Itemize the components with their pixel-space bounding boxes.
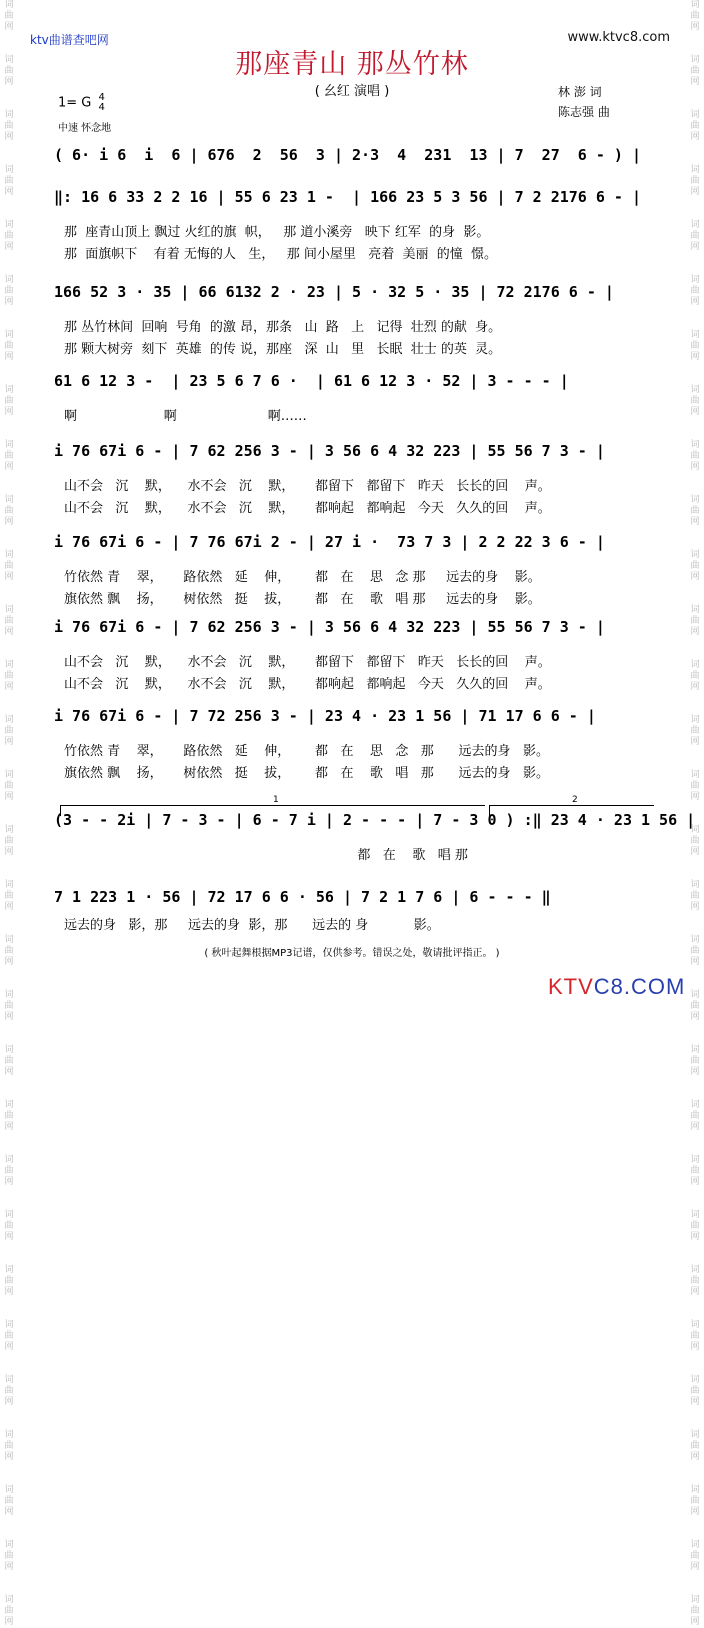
lyric-line: 远去的身 影，那 远去的身 影，那 远去的 身 影。 (64, 918, 440, 933)
lyric-line: 那 面旗帜下 有着 无悔的人 生， 那 间小屋里 亮着 美丽 的憧 憬。 (64, 247, 498, 262)
site-url: www.ktvc8.com (567, 30, 670, 45)
lyric-line: 那 座青山顶上 飘过 火红的旗 帜， 那 道小溪旁 映下 红军 的身 影。 (64, 225, 490, 240)
site-name: ktv曲谱查吧网 (30, 33, 109, 47)
notation-line: ‖: 16 6 33 2 2 16 | 55 6 23 1 - | 166 23 5 3 56 | 7 2 2176 6 - | (54, 188, 641, 206)
volta-first (60, 795, 485, 816)
notation-line: i 76 67i 6 - | 7 62 256 3 - | 3 56 6 4 32 223 | 55 56 7 3 - | (54, 618, 605, 636)
lyric-line: 山不会 沉 默， 水不会 沉 默， 都留下 都留下 昨天 长长的回 声。 (64, 479, 551, 494)
lyric-line: 山不会 沉 默， 水不会 沉 默， 都响起 都响起 今天 久久的回 声。 (64, 677, 551, 692)
lyricist: 林 澎 词 (558, 85, 602, 99)
song-title: 那座青山 那丛竹林 (235, 49, 469, 80)
notation-line: 7 1 223 1 · 56 | 72 17 6 6 · 56 | 7 2 1 7 6 | 6 - - - ‖ (54, 888, 551, 906)
watermark-left: 词 曲 网 词 曲 网 词 曲 网 词 曲 网 词 曲 网 词 曲 网 词 曲 网 词 曲 网 词 曲 网 词 曲 网 词 曲 网 词 曲 网 词 曲 网 词 曲 网 词 曲 网 词 曲 网 词 曲 网 词 曲 网 词 曲 网 词 曲 网 词 曲 网 词 曲 网 词 曲 网 词 曲 网 词 曲 网 词 曲 网 词 曲 网 词 曲 网 词 曲 网 词 曲 网 (4, 0, 14, 1627)
lyric-line: 旗依然 飘 扬， 树依然 挺 拔， 都 在 歌 唱 那 远去的身 影。 (64, 766, 549, 781)
lyric-line: 竹依然 青 翠， 路依然 延 伸， 都 在 思 念 那 远去的身 影。 (64, 744, 549, 759)
lyric-line: 旗依然 飘 扬， 树依然 挺 拔， 都 在 歌 唱 那 远去的身 影。 (64, 592, 541, 607)
lyric-line: 啊 啊 啊…… (64, 409, 307, 424)
lyric-line: 山不会 沉 默， 水不会 沉 默， 都响起 都响起 今天 久久的回 声。 (64, 501, 551, 516)
time-top: 4 (98, 92, 105, 103)
footnote: ( 秋叶起舞根据MP3记谱，仅供参考。错误之处，敬请批评指正。 ) (204, 948, 500, 959)
singer: ( 幺红 演唱 ) (314, 84, 390, 99)
time-bottom: 4 (98, 102, 105, 113)
logo-right: C8.COM (593, 974, 686, 999)
notation-line: i 76 67i 6 - | 7 72 256 3 - | 23 4 · 23 1 56 | 71 17 6 6 - | (54, 707, 596, 725)
notation-line: i 76 67i 6 - | 7 76 67i 2 - | 27 i · 73 7 3 | 2 2 22 3 6 - | (54, 533, 605, 551)
time-signature (99, 93, 105, 113)
tempo-marking: 中速 怀念地 (58, 123, 112, 134)
notation-line: i 76 67i 6 - | 7 62 256 3 - | 3 56 6 4 32 223 | 55 56 7 3 - | (54, 442, 605, 460)
notation-line: 61 6 12 3 - | 23 5 6 7 6 · | 61 6 12 3 · 52 | 3 - - - | (54, 372, 569, 390)
watermark-right: 词 曲 网 词 曲 网 词 曲 网 词 曲 网 词 曲 网 词 曲 网 词 曲 网 词 曲 网 词 曲 网 词 曲 网 词 曲 网 词 曲 网 词 曲 网 词 曲 网 词 曲 网 词 曲 网 词 曲 网 词 曲 网 词 曲 网 词 曲 网 词 曲 网 词 曲 网 词 曲 网 词 曲 网 词 曲 网 词 曲 网 词 曲 网 词 曲 网 词 曲 网 词 曲 网 (690, 0, 700, 1627)
key-signature (58, 93, 105, 113)
notation-line: ( 6· i 6 i 6 | 676 2 56 3 | 2·3 4 231 13 | 7 27 6 - ) | (54, 146, 641, 164)
logo-left: KTV (548, 974, 594, 999)
lyric-line: 都 在 歌 唱 那 (64, 848, 468, 863)
volta-second (489, 795, 654, 816)
ktvc8-logo (548, 974, 685, 1000)
notation-line: 166 52 3 · 35 | 66 6132 2 · 23 | 5 · 32 5 · 35 | 72 2176 6 - | (54, 283, 614, 301)
volta-second-label: 2 (572, 795, 578, 805)
key-tonic: 1= G (58, 95, 92, 111)
lyric-line: 山不会 沉 默， 水不会 沉 默， 都留下 都留下 昨天 长长的回 声。 (64, 655, 551, 670)
notation-line: (3 - - 2i | 7 - 3 - | 6 - 7 i | 2 - - - | 7 - 3 0 ) :‖ 23 4 · 23 1 56 | (54, 811, 696, 829)
composer: 陈志强 曲 (558, 105, 610, 119)
credits (558, 82, 610, 122)
lyric-line: 那 丛竹林间 回响 号角 的激 昂，那条 山 路 上 记得 壮烈 的献 身。 (64, 320, 502, 335)
lyric-line: 那 颗大树旁 刻下 英雄 的传 说，那座 深 山 里 长眠 壮士 的英 灵。 (64, 342, 502, 357)
volta-first-label: 1 (273, 795, 279, 805)
lyric-line: 竹依然 青 翠， 路依然 延 伸， 都 在 思 念 那 远去的身 影。 (64, 570, 541, 585)
